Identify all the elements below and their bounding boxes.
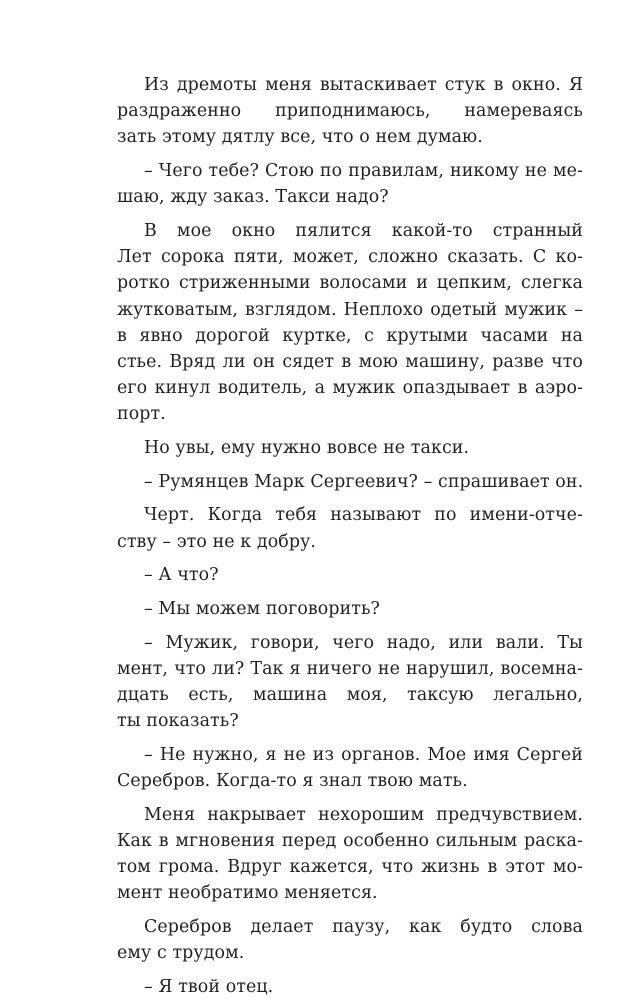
- book-page: [117, 72, 583, 1000]
- text-line: Черт. Когда тебя называют по имени-отче-: [144, 505, 583, 526]
- text-line: ству – это не к добру.: [117, 531, 317, 552]
- text-line: стье. Вряд ли он сядет в мою машину, разве что: [117, 351, 583, 372]
- text-line: том грома. Вдруг кажется, что жизнь в этот мо-: [117, 857, 583, 878]
- paragraph: [117, 158, 583, 210]
- paragraph: [117, 914, 583, 966]
- text-line: раздраженно приподнимаюсь, намереваясь: [117, 101, 583, 122]
- text-line: – А что?: [144, 565, 219, 586]
- paragraph: [117, 974, 583, 1000]
- text-line: дцать есть, машина моя, таксую легально,: [117, 684, 583, 705]
- text-line: его кинул водитель, а мужик опаздывает в аэро-: [117, 378, 583, 399]
- text-line: жутковатым, взглядом. Неплохо одетый мужик –: [117, 299, 583, 320]
- text-line: мент необратимо меняется.: [117, 883, 378, 904]
- text-line: Как в мгновения перед особенно сильным раска-: [117, 830, 583, 851]
- text-line: Лет сорока пяти, может, сложно сказать. С ко-: [117, 247, 583, 268]
- text-line: – Мужик, говори, чего надо, или вали. Ты: [144, 632, 583, 653]
- text-line: Но увы, ему нужно вовсе не такси.: [144, 437, 470, 458]
- text-line: Серебров делает паузу, как будто слова: [144, 916, 583, 937]
- text-line: ротко стриженными волосами и цепким, слегка: [117, 273, 583, 294]
- text-line: – Не нужно, я не из органов. Мое имя Сергей: [144, 744, 583, 765]
- text-line: мент, что ли? Так я ничего не нарушил, восемна-: [117, 658, 583, 679]
- text-line: В мое окно пялится какой-то странный: [144, 220, 583, 241]
- text-line: Серебров. Когда-то я знал твою мать.: [117, 771, 468, 791]
- text-line: зать этому дятлу все, что о нем думаю.: [117, 127, 483, 148]
- text-line: ты показать?: [117, 711, 239, 732]
- text-line: в явно дорогой куртке, с крутыми часами на: [117, 325, 583, 346]
- paragraph: [117, 435, 583, 461]
- paragraph: [117, 72, 583, 151]
- text-line: ему с трудом.: [117, 943, 245, 964]
- paragraph: [117, 502, 583, 554]
- paragraph: [117, 630, 583, 735]
- paragraph: [117, 742, 583, 794]
- paragraph: [117, 218, 583, 428]
- text-line: порт.: [117, 404, 166, 425]
- paragraph: [117, 596, 583, 622]
- paragraph: [117, 469, 583, 495]
- text-line: – Румянцев Марк Сергеевич? – спрашивает он.: [144, 471, 584, 492]
- text-line: – Мы можем поговорить?: [144, 598, 380, 619]
- paragraph: [117, 802, 583, 907]
- text-line: – Я твой отец.: [144, 976, 274, 997]
- text-line: шаю, жду заказ. Такси надо?: [117, 187, 389, 208]
- text-line: – Чего тебе? Стою по правилам, никому не ме-: [144, 161, 583, 182]
- text-line: Меня накрывает нехорошим предчувствием.: [144, 804, 583, 825]
- text-line: Из дремоты меня вытаскивает стук в окно. Я: [144, 75, 583, 95]
- paragraph: [117, 562, 583, 588]
